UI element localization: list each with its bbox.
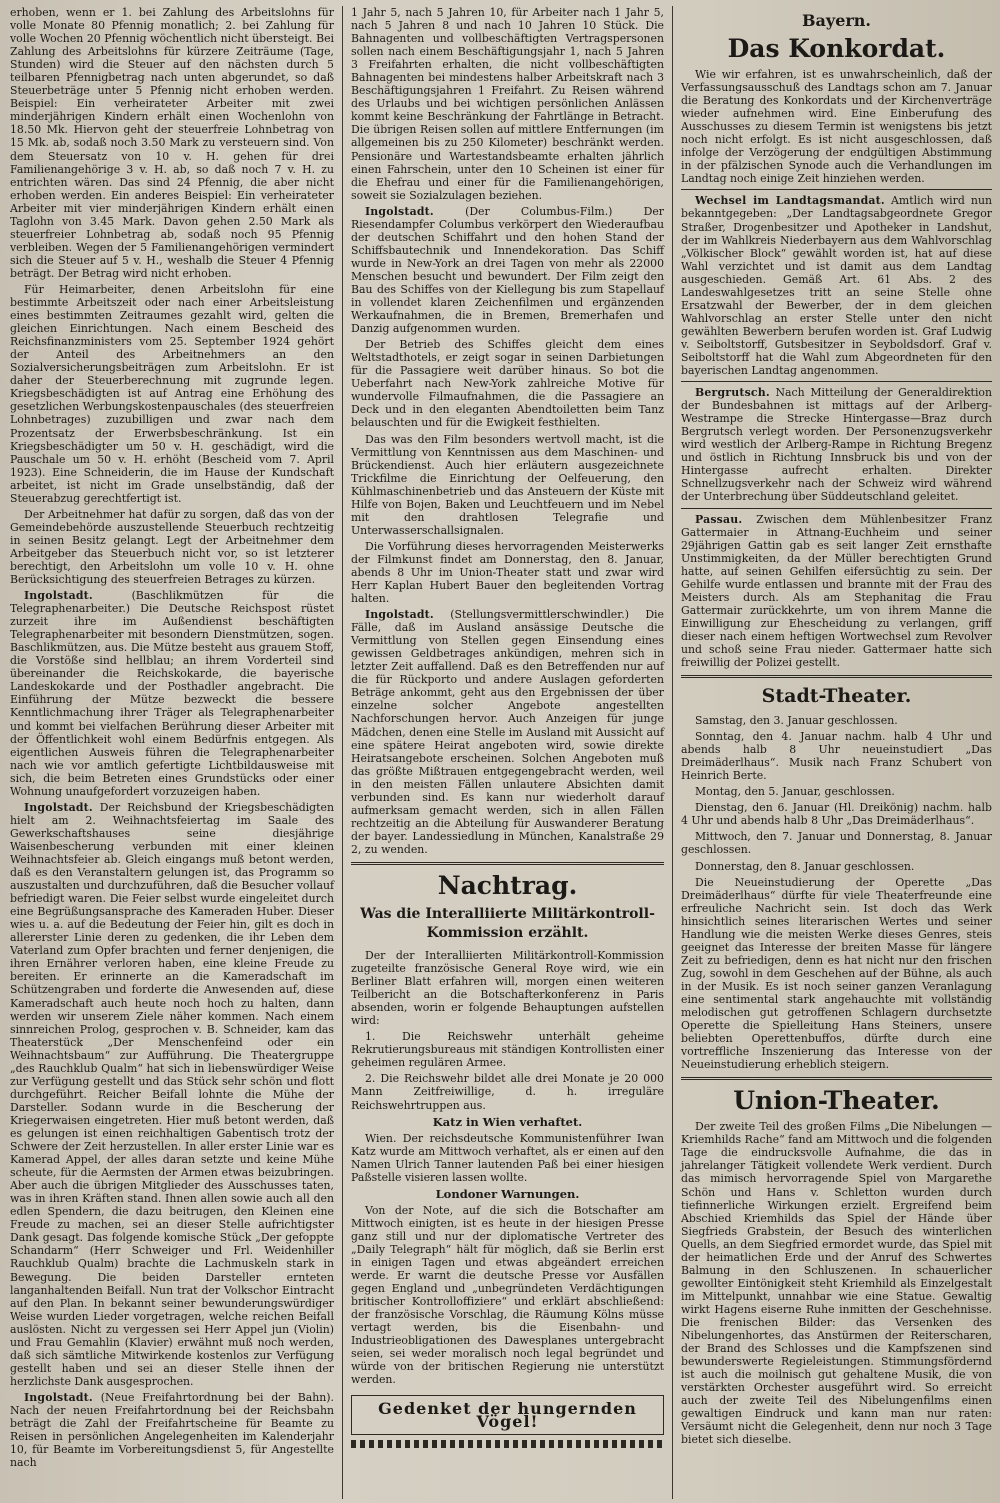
article-body: Zwischen dem Mühlenbesitzer Franz Gattermaier in Attnang-Euchheim und seiner 29jährigen Gattin gab es seit langer Zeit ernsthafte Unstimmigkeiten, da der Müller berechtigten Grund hatte, auf seinen Gehilfen eifersüchtig zu sein. Der Gehilfe wurde entlassen und brannte mit der Frau des Meisters durch. Als am Stephanitag die Frau Gattermair zurückkehrte, um von ihrem Manne die Einwilligung zur Ehescheidung zu verlangen, griff dieser nach einem heftigen Wortwechsel zum Revolver und schoß seine Frau nieder. Gattermaer hatte sich freiwillig der Polizei gestellt.	[681, 512, 992, 670]
article-free-travel	[10, 1391, 334, 1469]
schedule-tuesday: Dienstag, den 6. Januar (Hl. Dreikönig) nachm. halb 4 Uhr und abends halb 8 Uhr „Das Dreimäderlhaus“.	[681, 801, 992, 828]
columbus-paragraph-2: Der Betrieb des Schiffes gleicht dem eines Weltstadthotels, er zeigt sogar in seinen Darbietungen für die Passagiere weit darüber hinaus. So bot die Ueberfahrt nach New-York zahlreiche Motive für wundervolle Filmaufnahmen, die die Passagiere an Deck und in den eleganten Abendtoiletten beim Tanz belauschten und für die Ewigkeit festhielten.	[351, 338, 664, 430]
dateline: Ingolstadt.	[24, 800, 93, 814]
article-war-invalids	[10, 801, 334, 1388]
article-columbus-film	[351, 205, 664, 335]
article-body: (Stellungsvermittlerschwindler.) Die Fälle, daß im Ausland ansässige Deutsche die Vermittlung von Stellen gegen Einsendung eines gewissen Geldbetrages ankündigen, mehren sich in letzter Zeit auffallend. Daß es den Betreffenden nur auf die für Rückporto und andere Auslagen geforderten Beträge ankommt, geht aus den Ergebnissen der über einzelne solcher Angebote angestellten Nachforschungen hervor. Auch Anzeigen für junge Mädchen, denen eine Stelle im Ausland mit Aussicht auf eine spätere Heirat angeboten wird, sowie direkte Heiratsangebote erscheinen. Solchen Angeboten muß das größte Mißtrauen entgegengebracht werden, weil in den meisten Fällen unlautere Absichten damit verbunden sind. Es kann nur wiederholt darauf aufmerksam gemacht werden, sich in allen Fällen rechtzeitig an die Abteilung für Auswanderer Beratung der bayer. Landessiedlung in München, Kanalstraße 29 2, zu wenden.	[351, 608, 664, 856]
home-worker-paragraph: Für Heimarbeiter, denen Arbeitslohn für eine bestimmte Arbeitszeit oder nach einer Arbeitsleistung eines bestimmten Zeitraumes gezahlt wird, gelten die gleichen Einrichtungen. Nach einem Bescheid des Reichsfinanzministers vom 25. September 1924 gehört der Anteil des Arbeitnehmers an den Sozialversicherungsbeiträgen zum Arbeitslohn. Er ist daher der Steuerberechnung mit zugrunde legen. Kriegsbeschädigten ist auf Antrag eine Erhöhung des gesetzlichen Werbungskostenpauschales (des steuerfreien Lohnbetrages) zuzubilligen und zwar nach dem Prozentsatz der Erwerbsbeschränkung. Ist ein Kriegsbeschädigter um 50 v. H. geschädigt, wird die Pauschale um 50 v. H. erhöht (Bescheid vom 7. April 1923). Eine Schneiderin, die im Hause der Kundschaft arbeitet, ist nicht im Grade unselbständig, daß der Steuerabzug gerechtfertigt ist.	[10, 282, 334, 505]
bayern-heading: Bayern.	[802, 11, 871, 30]
columbus-paragraph-4: Die Vorführung dieses hervorragenden Meisterwerks der Filmkunst findet am Donnerstag, den 8. Januar, abends 8 Uhr im Union-Theater statt und zwar wird Herr Kaplan Hubert Bauer den begleitenden Vortrag halten.	[351, 539, 664, 606]
schedule-monday: Montag, den 5. Januar, geschlossen.	[695, 785, 895, 799]
article-job-swindlers	[351, 608, 664, 856]
article-landslide	[681, 386, 992, 503]
dateline: Ingolstadt.	[365, 204, 434, 218]
article-body: (Der Columbus-Film.) Der Riesendampfer Columbus verkörpert den Wiederaufbau der deutschen Schiffahrt und den hohen Stand der Schiffsbautechnik und Innendekoration. Das Schiff wurde in New-York an drei Tagen von mehr als 22000 Menschen besucht und bewundert. Der Film zeigt den Bau des Schiffes von der Kiellegung bis zum Stapellauf in vollendet klaren Zeichenfilmen und ergänzenden Werkaufnahmen, die in Bremen, Bremerhafen und Danzig aufgenommen wurden.	[351, 204, 664, 336]
katz-paragraph: Wien. Der reichsdeutsche Kommunistenführer Iwan Katz wurde am Mittwoch verhaftet, als er einen auf den Namen Ulrich Tanner lautenden Paß bei einer hiesigen Paßstelle visieren lassen wollte.	[351, 1131, 664, 1184]
ornament-border	[351, 1440, 664, 1448]
divider	[681, 508, 992, 509]
dateline: Ingolstadt.	[24, 1390, 93, 1404]
theater-review: Die Neueinstudierung der Operette „Das Dreimäderlhaus“ dürfte für viele Theaterfreunde eine erfreuliche Nachricht sein. Ist doch das Werk hinsichtlich seines literarischen Wertes und seiner Handlung wie die meisten Werke dieses Genres, steis geeignet das Interesse der breiten Masse für längere Zeit zu befriedigen, denn es hat nicht nur den frischen Zug, sowohl in dem Geschehen auf der Bühne, als auch in der Musik. Es ist noch seiner ganzen Veranlagung eine sentimental stark angehauchte mit vollständig melodischen gut getroffenen Schlagern durchsetzte Operette die Spielleitung Hans Steiners, unsere beliebten Operettenbuffos, dürfte durch eine vortreffliche Inszenierung das Interesse von der Neueinstudierung erheblich steigern.	[681, 875, 992, 1072]
dateline: Ingolstadt.	[365, 608, 434, 622]
article-telegraph-caps	[10, 589, 334, 798]
nachtrag-point-1: 1. Die Reichswehr unterhält geheime Rekrutierungsbureaus mit ständigen Kontrollisten einer geheimen regulären Armee.	[351, 1030, 664, 1070]
columbus-paragraph-3: Das was den Film besonders wertvoll macht, ist die Vermittlung von Kenntnissen aus dem Maschinen- und Brückendienst. Auch hier erläutern ausgezeichnete Trickfilme die Einrichtung der Oelfeuerung, den Kühlmaschinenbetrieb und das Ansteuern der Küste mit Hilfe von Bojen, Baken und Leuchtfeuern und im Nebel mit den drahtlosen Telegrafie und Unterwasserschallsignalen.	[351, 432, 664, 537]
schedule-saturday: Samstag, den 3. Januar geschlossen.	[695, 714, 898, 728]
section-divider	[681, 675, 992, 678]
divider	[681, 189, 992, 190]
section-divider	[351, 862, 664, 865]
column-right	[673, 6, 992, 1499]
article-body: Der Reichsbund der Kriegsbeschädigten hielt am 2. Weihnachtsfeiertag im Saale des Gewerkschaftshauses seine diesjährige Waisenbescherung verbunden mit einer kleinen Weihnachtsfeier ab. Gleich eingangs muß betont werden, daß es den Veranstaltern gelungen ist, das Programm so auszustalten und durchzuführen, daß die Besucher vollauf befriedigt waren. Die Feier selbst wurde eingeleitet durch eine Begrüßungsansprache des Kameraden Huber. Dieser wies u. a. auf die Bedeutung der Feier hin, gilt es doch in allererster Linie deren zu gedenken, die ihr Leben dem Vaterland zum Opfer brachten und ferner denjenigen, die ihren Ernährer verloren haben, eine kleine Freude zu bereiten. Er erinnerte an die Kameradschaft im Schützengraben und forderte die Anwesenden auf, diese Kameradschaft auch heute noch hoch zu halten, dann werden wir unserem Ziele näher kommen. Nach einem sinnreichen Prolog, gesprochen v. B. Schneider, kam das Theaterstück „Der Menschenfeind oder ein Weihnachtsbaum“ zur Aufführung. Die Theatergruppe „des Rauchklub Qualm“ hat sich in liebenswürdiger Weise zur Verfügung gestellt und das Stück sehr schön und flott durchgeführt. Reicher Beifall lohnte die Mühe der Darsteller. Sodann wurde in die Bescherung der Kriegerwaisen eingetreten. Hier muß betont werden, daß es gelungen ist einen reichhaltigen Gabentisch trotz der Schwere der Zeit herzustellen. In aller erster Linie war es Kamerad Appel, der alles daran setzte und keine Mühe scheute, für die Aermsten der Armen etwas beizubringen. Aber auch die übrigen Mitglieder des Ausschusses taten, was in ihren Kräften stand. Ihnen allen sowie auch all den edlen Spendern, die dazu beitrugen, den Kleinen eine Freude zu machen, sei an dieser Stelle aufrichtigster Dank gesagt. Das folgende komische Stück „Der gefoppte Schandarm“ (Herr Schweiger und Frl. Weidenhiller Rauchklub Qualm) brachte die Lachmuskeln stark in Bewegung. Die beiden Darsteller ernteten langanhaltenden Beifall. Nun trat der Volkschor Eintracht auf den Plan. In bekannt seiner bewunderungswürdiger Weise wurden Lieder vorgetragen, welche reichen Beifall auslösten. Nicht zu vergessen sei Herr Appel jun (Violin) und Frau Gemahlin (Klavier) erwähnt muß noch werden, daß sich sämtliche Mitwirkende kostenlos zur Verfügung gestellt haben und sei an dieser Stelle ihnen der herzlichste Dank ausgesprochen.	[10, 800, 334, 1388]
nachtrag-point-2: 2. Die Reichswehr bildet alle drei Monate je 20 000 Mann Zeitfreiwillige, d. h. irreguläre Reichswehrtruppen aus.	[351, 1072, 664, 1112]
column-middle	[343, 6, 673, 1499]
article-body: (Baschlikmützen für die Telegraphenarbeiter.) Die Deutsche Reichspost rüstet zurzeit ihre im Außendienst beschäftigten Telegraphenarbeiter mit besondern Dienstmützen, sogen. Baschlikmützen, aus. Die Mütze besteht aus grauem Stoff, die Vorstöße sind hellblau; an ihrem Vorderteil sind übereinander die Reichskokarde, die bayerische Landeskokarde und der Posthadler angebracht. Die Einführung der Mütze bezweckt die bessere Kenntlichmachung ihrer Träger als Telegraphenarbeiter und kommt bei vielfachen Berührung dieser Arbeiter mit der Öffentlichkeit wohl einem Bedürfnis entgegen. Als eigentlichen Ausweis führen die Telegraphenarbeiter nach wie vor amtlich gefertigte Lichtbildausweise mit sich, die beim Betreten eines Grundstücks oder einer Wohnung unaufgefordert vorzuzeigen haben.	[10, 589, 334, 798]
divider	[681, 381, 992, 382]
free-travel-continued: 1 Jahr 5, nach 5 Jahren 10, für Arbeiter nach 1 Jahr 5, nach 5 Jahren 8 und nach 10 Jahren 10 Stück. Die Bahnagenten und vollbeschäftigten Vertragspersonen sollen nach einem Beschäftigungsjahr 1, nach 5 Jahren 3 Freifahrten erhalten, die nicht vollbeschäftigten Bahnagenten bei mindestens halber Arbeitskraft nach 3 Beschäftigungsjahren 1 Freifahrt. Zu Reisen während des Urlaubs und bei wichtigen persönlichen Anlässen kommt keine Beschränkung der Fahrtlänge in Betracht. Die übrigen Reisen sollen auf mittlere Entfernungen (im allgemeinen bis zu 250 Kilometer) beschränkt werden. Pensionäre und Wartestandsbeamte erhalten jährlich einen Fahrschein, unter den 10 Scheinen ist einer für die Ehefrau und einer für die Familienangehörigen, soweit sie Sozialzulagen beziehen.	[351, 6, 664, 202]
katz-heading: Katz in Wien verhaftet.	[432, 1114, 583, 1129]
article-body: Amtlich wird nun bekanntgegeben: „Der Landtagsabgeordnete Gregor Straßer, Drogenbesitzer und Apotheker in Landshut, der im Wahlkreis Niederbayern aus dem Wahlvorschlag „Völkischer Block“ gewählt worden ist, hat auf diese Wahl verzichtet und ist damit aus dem Landtag ausgeschieden. Gemäß Art. 61 Abs. 2 des Landeswahlgesetzes tritt an seine Stelle ohne Ersatzwahl der Bewerber, der in dem gleichen Wahlvorschlag an erster Stelle unter den nicht gewählten Bewerbern berufen worden ist. Graf Ludwig v. Seiboltstorff, Gutsbesitzer in Seyboldsdorf. Graf v. Seiboltstorff hat die Wahl zum Abgeordneten für den bayerischen Landtag angenommen.	[681, 194, 992, 378]
schedule-thursday: Donnerstag, den 8. Januar geschlossen.	[695, 859, 915, 873]
london-paragraph: Von der Note, auf die sich die Botschafter am Mittwoch einigten, ist es heute in der hiesigen Presse ganz still und nur der diplomatische Vertreter des „Daily Telegraph“ hält für möglich, daß sie Berlin erst in einigen Tagen und etwas abgeändert erreichen werde. Er warnt die deutsche Presse vor Ausfällen gegen England und „unbegründeten Verdächtigungen britischer Kontrolloffiziere“ und erklärt abschließend: der französische Vorschlag, die Räumung Kölns müsse vertagt werden, bis die Eisenbahn- und Industrieobligationen des Dawesplanes untergebracht seien, sei weder moralisch noch legal begründet und würde von der britischen Regierung nie unterstützt werden.	[351, 1203, 664, 1387]
schedule-wednesday: Mittwoch, den 7. Januar und Donnerstag, 8. Januar geschlossen.	[681, 830, 992, 857]
nachtrag-paragraph-1: Der der Interalliierten Militärkontroll-Kommission zugeteilte französische General Roye wird, wie ein Berliner Blatt erfahren will, morgen einen weiteren Teilbericht an die Botschafterkonferenz in Paris absenden, worin er folgende Behauptungen aufstellen wird:	[351, 949, 664, 1028]
article-body: (Neue Freifahrtordnung bei der Bahn). Nach der neuen Freifahrtordnung bei der Reichsbahn beträgt die Zahl der Freifahrtscheine für Beamte zu Reisen in persönlichen Angelegenheiten im Kalenderjahr 10, für Beamte im Vorbereitungsdienst 5, für Angestellte nach	[10, 1390, 334, 1470]
schedule-sunday: Sonntag, den 4. Januar nachm. halb 4 Uhr und abends halb 8 Uhr neueinstudiert „Das Dreimäderlhaus“. Musik nach Franz Schubert von Heinrich Berte.	[681, 730, 992, 783]
konkordat-heading: Das Konkordat.	[727, 34, 946, 63]
dateline: Passau.	[695, 512, 743, 526]
london-heading: Londoner Warnungen.	[435, 1186, 580, 1201]
dateline: Wechsel im Landtagsmandat.	[695, 194, 885, 208]
column-left	[10, 6, 343, 1499]
article-passau	[681, 513, 992, 670]
stadt-theater-heading: Stadt-Theater.	[761, 685, 912, 708]
section-divider	[681, 1077, 992, 1080]
nibelungen-review: Der zweite Teil des großen Films „Die Nibelungen — Kriemhilds Rache“ fand am Mittwoch und die folgenden Tage die eindrucksvolle Aufnahme, die das in jahrelanger Tätigkeit vollendete Werk verdient. Durch das mimisch hervorragende Spiel von Margarethe Schön und Hans v. Schletton wurden durch tiefinnerliche Wirkungen erzielt. Ergreifend beim Abschied Kriemhilds das Spiel der Hände über Siegfrieds Grabstein, der Besuch des winterlichen Quells, an dem Siegfried ermordet wurde, das Spiel mit der heimatlichen Erde und der Anruf des Schwertes Balmung in den Schluszenen. In schauerlicher gewollter Eintönigkeit steht Kriemhild als Einzelgestalt im Mittelpunkt, unnahbar wie eine Statue. Gewaltig wirkt Hagens eiserne Ruhe inmitten der Geschehnisse. Die frenischen Bilder: das Versenken des Nibelungenhortes, das Anstürmen der Reiterscharen, der Brand des Schlosses und die Kampfszenen sind bewunderswerte Regieleistungen. Stimmungsfördernd ist auch die moilnisch gut gehaltene Musik, die von verstärkten Orchester ausgeführt wird. So erreicht auch der zweite Teil des Nibelungenfilms einen gewaltigen Eindruck und kann man nur raten: Versäumt nicht die Gelegenheit, denn nur noch 3 Tage bietet sich dieselbe.	[681, 1120, 992, 1447]
article-body: Nach Mitteilung der Generaldirektion der Bundesbahnen ist mittags auf der Arlberg-Westrampe die Strecke Hintergasse—Braz durch Bergrutsch verlegt worden. Der Personenzugsverkehr wird westlich der Arlberg-Rampe in Richtung Bregenz und östlich in Richtung Innsbruck bis und von der Hintergasse aufrecht erhalten. Direkter Schnellzugsverkehr nach der Schweiz wird während der Unterbrechung über Süddeutschland geleitet.	[681, 386, 992, 504]
nachtrag-subheading: Was die Interalliierte Militärkontroll-Kommission erzählt.	[360, 906, 655, 941]
birds-appeal-box: Gedenket der hungernden Vögel!	[351, 1395, 664, 1435]
nachtrag-heading: Nachtrag.	[437, 871, 578, 900]
dateline: Ingolstadt.	[24, 589, 93, 603]
article-mandate-change	[681, 194, 992, 377]
konkordat-paragraph: Wie wir erfahren, ist es unwahrscheinlich, daß der Verfassungsausschuß des Landtags schon am 7. Januar die Beratung des Konkordats und der Kirchenverträge wieder aufnehmen wird. Eine Einberufung des Ausschusses zu diesem Termin ist wenigstens bis jetzt noch nicht erfolgt. Es ist nicht ausgeschlossen, daß infolge der Verzögerung der endgültigen Abstimmung in der pfälzischen Synode auch die Verhandlungen im Landtag noch einige Zeit hinziehen werden.	[681, 68, 992, 186]
tax-article-continued: erhoben, wenn er 1. bei Zahlung des Arbeitslohns für volle Monate 80 Pfennig monatlich; 2. bei Zahlung für volle Wochen 20 Pfennig wöchentlich nicht übersteigt. Bei Zahlung des Arbeitslohns für kürzere Zeiträume (Tage, Stunden) wird die Steuer auf den nächsten durch 5 teilbaren Pfennigbetrag nach unten abgerundet, so daß Steuerbeträge unter 5 Pfennig nicht erhoben werden. Beispiel: Ein verheirateter Arbeiter mit zwei minderjährigen Kindern erhält einen Wochenlohn von 18.50 Mk. Hiervon geht der steuerfreie Lohnbetrag von 15 Mk. ab, sodaß noch 3.50 Mark zu versteuern sind. Von dem Steuersatz von 10 v. H. gehen für drei Familienangehörige 3 v. H. ab, so daß noch 7 v. H. zu entrichten wären. Das sind 24 Pfennig, die aber nicht erhoben werden. Ein anderes Beispiel: Ein verheirateter Arbeiter mit vier minderjährigen Kindern erhält einen Taglohn von 3.45 Mark. Davon gehen 2.50 Mark als steuerfreier Lohnbetrag ab, sodaß noch 95 Pfennig verbleiben. Wegen der 5 Familienangehörigen vermindert sich die Steuer auf 5 v. H., weshalb die Steuer 4 Pfennig beträgt. Der Betrag wird nicht erhoben.	[10, 6, 334, 280]
union-theater-heading: Union-Theater.	[733, 1086, 940, 1116]
dateline: Bergrutsch.	[695, 386, 770, 400]
tax-book-paragraph: Der Arbeitnehmer hat dafür zu sorgen, daß das von der Gemeindebehörde auszustellende Steuerbuch rechtzeitig in seinen Besitz gelangt. Legt der Arbeitnehmer dem Arbeitgeber das Steuerbuch nicht vor, so ist letzterer berechtigt, den Arbeitslohn um volle 10 v. H. ohne Berücksichtigung des steuerfreien Betrages zu kürzen.	[10, 507, 334, 587]
